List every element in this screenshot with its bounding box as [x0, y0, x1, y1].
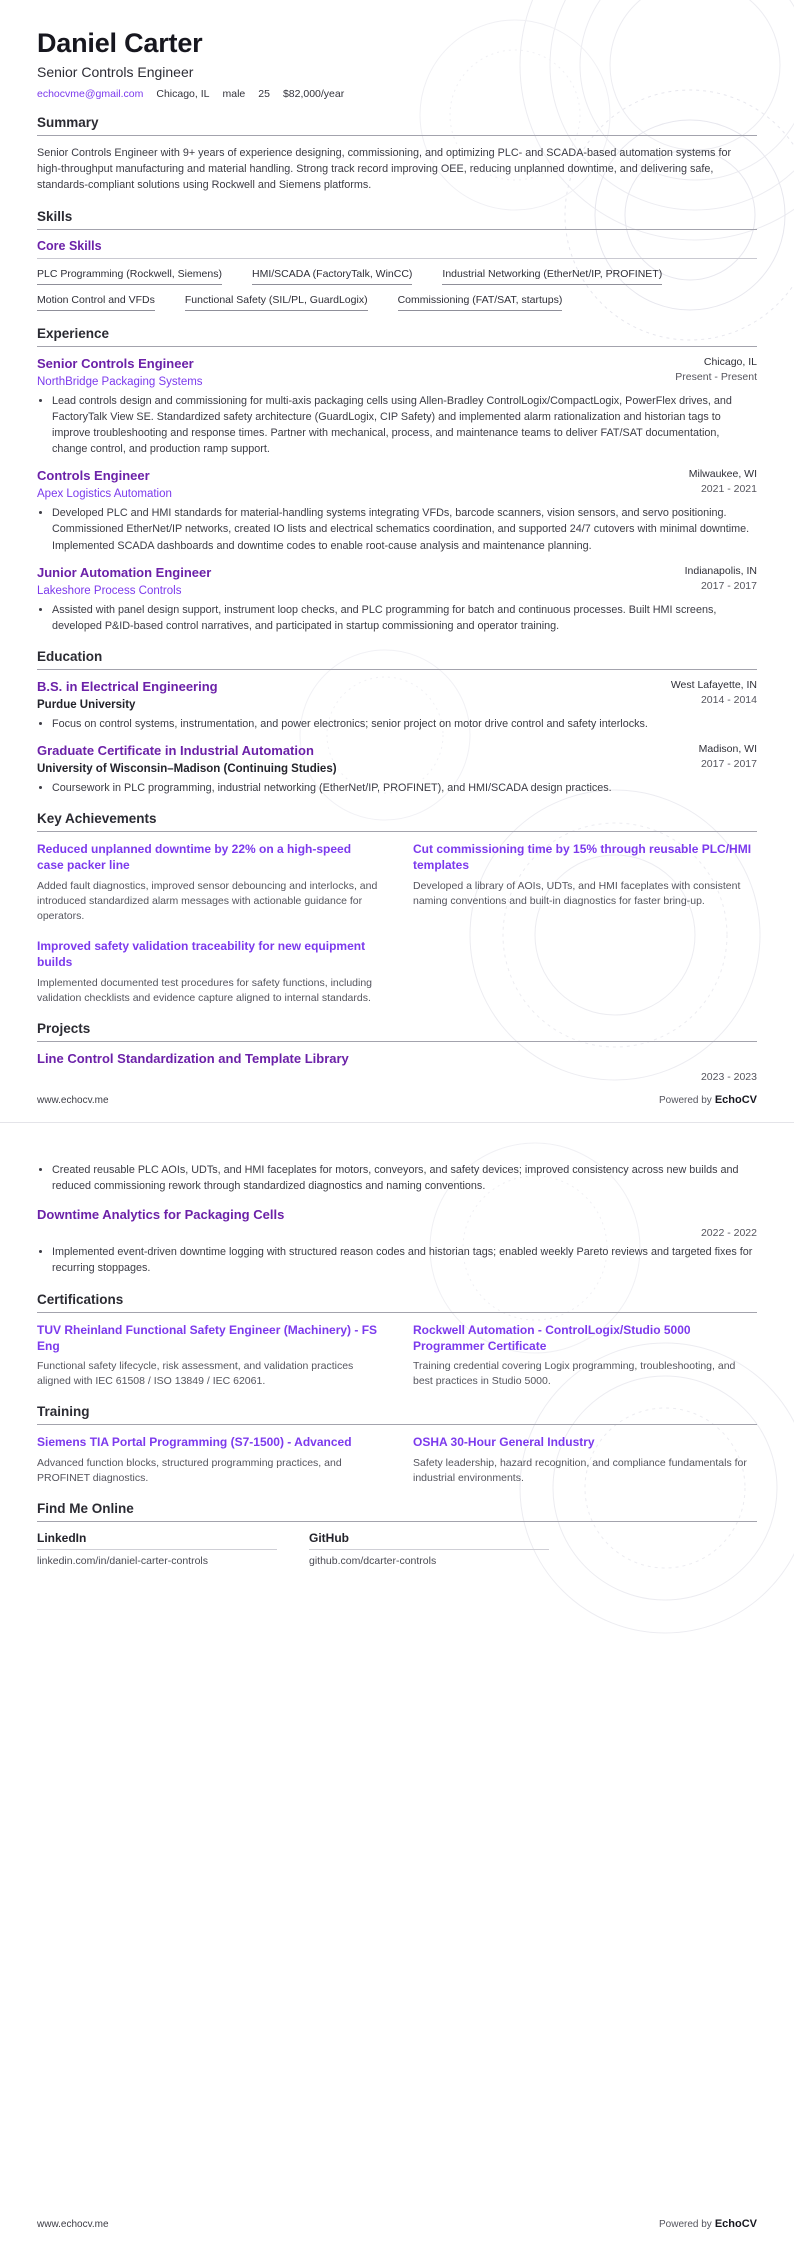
skill-item: Industrial Networking (EtherNet/IP, PROFINET)	[442, 268, 662, 285]
education-item	[37, 679, 757, 732]
achievement-desc: Developed a library of AOIs, UDTs, and HMI faceplates with consistent naming conventions and built-in diagnostics for faster bring-up.	[413, 879, 741, 907]
skill-item: Commissioning (FAT/SAT, startups)	[398, 294, 563, 311]
experience-item	[37, 356, 757, 458]
contact-row	[37, 88, 757, 100]
company-name: Apex Logistics Automation	[37, 488, 172, 501]
brand-echocv[interactable]: EchoCV	[714, 2218, 757, 2230]
job-dates: 2017 - 2017	[700, 579, 757, 592]
skills-heading: Skills	[37, 209, 757, 230]
certification-item	[413, 1322, 757, 1390]
job-location: Milwaukee, WI	[688, 468, 757, 481]
online-label: GitHub	[309, 1531, 549, 1550]
summary-heading: Summary	[37, 115, 757, 136]
achievement-item	[37, 841, 381, 924]
project-title: Downtime Analytics for Packaging Cells	[37, 1207, 285, 1223]
certification-desc: Training credential covering Logix programming, troubleshooting, and best practices in Studio 5000.	[413, 1360, 736, 1388]
powered-prefix: Powered by	[659, 2219, 712, 2230]
section-achievements	[37, 811, 757, 1006]
section-skills	[37, 209, 757, 311]
achievement-title: Cut commissioning time by 15% through reusable PLC/HMI templates	[413, 842, 752, 873]
contact-location: Chicago, IL	[156, 88, 210, 101]
training-desc: Safety leadership, hazard recognition, and compliance fundamentals for industrial environments.	[413, 1456, 747, 1484]
project-bullet: • Implemented event-driven downtime logging with structured reason codes and historian tags; enabled weekly Pareto reviews and targeted fixes for recurring stoppages.	[52, 1244, 757, 1276]
online-profile	[37, 1531, 277, 1567]
achievement-title: Reduced unplanned downtime by 22% on a high-speed case packer line	[37, 842, 352, 873]
skill-list	[37, 268, 757, 311]
powered-prefix: Powered by	[659, 1095, 712, 1106]
education-bullet: • Focus on control systems, instrumentation, and power electronics; senior project on motor drive control and safety interlocks.	[52, 716, 757, 732]
job-dates: Present - Present	[675, 370, 757, 383]
certification-item	[37, 1322, 381, 1390]
skill-item: Functional Safety (SIL/PL, GuardLogix)	[185, 294, 368, 311]
job-location: Chicago, IL	[703, 355, 757, 368]
degree-title: Graduate Certificate in Industrial Automation	[37, 743, 314, 759]
skill-item: Motion Control and VFDs	[37, 294, 155, 311]
contact-salary: $82,000/year	[282, 88, 345, 101]
projects-heading: Projects	[37, 1021, 757, 1042]
section-projects	[37, 1021, 757, 1083]
github-link[interactable]: github.com/dcarter-controls	[309, 1555, 437, 1568]
job-title: Junior Automation Engineer	[37, 564, 212, 580]
experience-item	[37, 565, 757, 634]
project-item-continued	[37, 1162, 757, 1194]
page-footer	[37, 1094, 757, 1106]
powered-by	[659, 1094, 757, 1106]
job-bullet: • Lead controls design and commissioning for multi-axis packaging cells using Allen-Bradley ControlLogix/CompactLogix, PowerFlex drives, and FactoryTalk View SE. Standardized safety architecture (GuardLogix, CIP Safety) and implemented alarm rationalization and historian tags to improve troubleshooting and response times. Partner with mechanical, process, and maintenance teams to deliver FAT/SAT documentation, change control, and production ramp support.	[52, 393, 757, 458]
education-dates: 2014 - 2014	[700, 693, 757, 706]
email-link[interactable]: echocvme@gmail.com	[37, 88, 144, 101]
school-location: Madison, WI	[698, 743, 757, 756]
find-me-online-heading: Find Me Online	[37, 1501, 757, 1522]
project-item	[37, 1051, 757, 1083]
training-title: Siemens TIA Portal Programming (S7-1500) - Advanced	[37, 1435, 352, 1450]
project-dates: 2022 - 2022	[700, 1227, 757, 1240]
experience-heading: Experience	[37, 326, 757, 347]
page-footer	[37, 2218, 757, 2230]
school-location: West Lafayette, IN	[670, 678, 757, 691]
project-title: Line Control Standardization and Template Library	[37, 1050, 349, 1066]
training-desc: Advanced function blocks, structured programming practices, and PROFINET diagnostics.	[37, 1456, 342, 1484]
summary-text: Senior Controls Engineer with 9+ years of experience designing, commissioning, and optimizing PLC- and SCADA-based automation systems for high-throughput manufacturing and material handling. Strong track record improving OEE, reducing unplanned downtime, and delivering safe, standards-compliant solutions using Rockwell and Siemens platforms.	[37, 147, 732, 192]
project-bullet: • Created reusable PLC AOIs, UDTs, and HMI faceplates for motors, conveyors, and safety devices; improved consistency across new builds and reduced commissioning rework through standardized diagnostics and naming conventions.	[52, 1162, 757, 1194]
section-education	[37, 649, 757, 796]
skill-group-label: Core Skills	[37, 239, 757, 259]
education-item	[37, 743, 757, 796]
training-heading: Training	[37, 1404, 757, 1425]
section-summary	[37, 115, 757, 194]
job-bullet: • Assisted with panel design support, instrument loop checks, and PLC programming for batch and continuous processes. Built HMI screens, developed P&ID-based control narratives, and participated in startup commissioning and operator training.	[52, 602, 757, 634]
skill-item: HMI/SCADA (FactoryTalk, WinCC)	[252, 268, 412, 285]
company-name: NorthBridge Packaging Systems	[37, 375, 203, 388]
skill-item: PLC Programming (Rockwell, Siemens)	[37, 268, 222, 285]
job-dates: 2021 - 2021	[700, 483, 757, 496]
achievement-desc: Implemented documented test procedures for safety functions, including validation checklists and evidence capture aligned to internal standards.	[37, 976, 373, 1004]
site-link[interactable]: www.echocv.me	[37, 2219, 109, 2230]
person-name: Daniel Carter	[37, 28, 203, 58]
school-name: University of Wisconsin–Madison (Continuing Studies)	[37, 762, 337, 775]
achievements-heading: Key Achievements	[37, 811, 757, 832]
training-item	[37, 1434, 381, 1486]
linkedin-link[interactable]: linkedin.com/in/daniel-carter-controls	[37, 1555, 208, 1568]
achievement-item	[413, 841, 757, 924]
achievement-desc: Added fault diagnostics, improved sensor debouncing and interlocks, and introduced standardized alarm messages with actionable guidance for operators.	[37, 879, 378, 922]
site-link[interactable]: www.echocv.me	[37, 1095, 109, 1106]
school-name: Purdue University	[37, 698, 136, 711]
contact-gender: male	[222, 88, 246, 101]
certification-title: Rockwell Automation - ControlLogix/Studio 5000 Programmer Certificate	[413, 1322, 691, 1353]
certification-title: TUV Rheinland Functional Safety Engineer (Machinery) - FS Eng	[37, 1322, 378, 1353]
powered-by	[659, 2218, 757, 2230]
job-title: Controls Engineer	[37, 468, 150, 484]
contact-age: 25	[258, 88, 270, 101]
section-certifications	[37, 1292, 757, 1390]
training-item	[413, 1434, 757, 1486]
project-item	[37, 1207, 757, 1276]
job-bullet: • Developed PLC and HMI standards for material-handling systems integrating VFDs, barcode scanners, vision sensors, and servo positioning. Commissioned EtherNet/IP networks, created IO lists and electrical schematics coordination, and supported 24/7 cutovers with minimal downtime. Implemented SCADA dashboards and downtime codes to enable root-cause analysis and maintenance planning.	[52, 505, 757, 554]
online-label: LinkedIn	[37, 1531, 277, 1550]
section-find-me-online	[37, 1501, 757, 1567]
experience-item	[37, 468, 757, 553]
person-title: Senior Controls Engineer	[37, 64, 194, 81]
section-training	[37, 1404, 757, 1486]
project-dates: 2023 - 2023	[700, 1070, 757, 1083]
job-location: Indianapolis, IN	[684, 564, 757, 577]
page-2	[0, 1123, 794, 2246]
education-bullet: • Coursework in PLC programming, industrial networking (EtherNet/IP, PROFINET), and HMI/SCADA design practices.	[52, 780, 757, 796]
section-experience	[37, 326, 757, 634]
certification-desc: Functional safety lifecycle, risk assessment, and validation practices aligned with IEC 61508 / ISO 13849 / IEC 62061.	[37, 1360, 354, 1388]
degree-title: B.S. in Electrical Engineering	[37, 678, 218, 694]
education-dates: 2017 - 2017	[700, 758, 757, 771]
brand-echocv[interactable]: EchoCV	[714, 1094, 757, 1106]
achievement-title: Improved safety validation traceability for new equipment builds	[37, 939, 366, 970]
training-title: OSHA 30-Hour General Industry	[413, 1435, 595, 1450]
job-title: Senior Controls Engineer	[37, 355, 194, 371]
achievement-item	[37, 938, 381, 1006]
online-profile	[309, 1531, 549, 1567]
certifications-heading: Certifications	[37, 1292, 757, 1313]
education-heading: Education	[37, 649, 757, 670]
company-name: Lakeshore Process Controls	[37, 584, 182, 597]
